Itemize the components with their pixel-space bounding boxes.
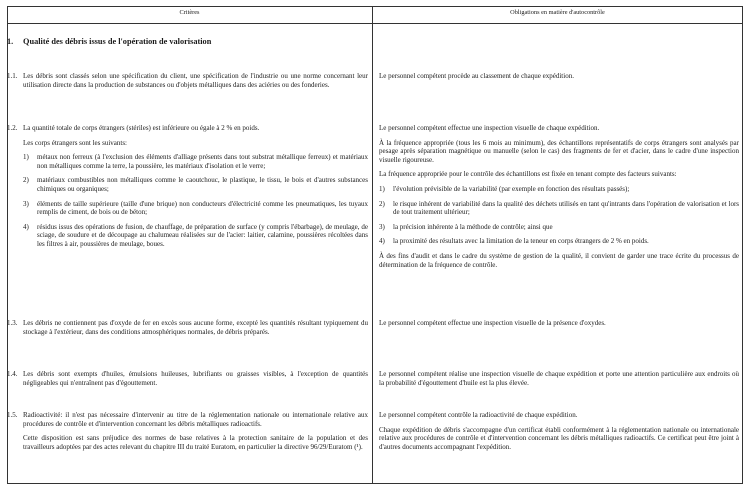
list-text: l'évolution prévisible de la variabilité (par exemple en fonction des résultats passés);: [393, 184, 630, 193]
criteria-text: Radioactivité: il n'est pas nécessaire d'intervenir au titre de la réglementation nationale ou internationale relative aux procédures de contrôle et d'intervention concernant les débris métalliques radioactifs.: [23, 411, 368, 428]
obligations-cell: [379, 411, 739, 457]
table-right-border: [742, 6, 743, 484]
section-title: Qualité des débris issus de l'opération de valorisation: [23, 37, 212, 46]
obligations-text: À des fins d'audit et dans le cadre du système de gestion de la qualité, il convient de garder une trace écrite du processus de détermination de la fréquence de contrôle.: [379, 251, 739, 269]
row-number: 1.5.: [7, 411, 18, 419]
table-bottom-border: [7, 483, 743, 484]
obligations-text: Le personnel compétent réalise une inspection visuelle de chaque expédition et porte une attention particulière aux endroits où la probabilité d'égouttement d'huile est la plus élevée.: [379, 370, 739, 387]
list-text: résidus issus des opérations de fusion, de chauffage, de préparation de surface (y compris l'ébarbage), de meulage, de sciage, de soudure et de découpage au chalumeau réalisées sur de l'acier: laitier, calamine, poussières récoltées dans les filtres à air, poussières de meulage, boues.: [37, 222, 368, 248]
obligations-text: Le personnel compétent effectue une inspection visuelle de la présence d'oxydes.: [379, 319, 606, 327]
column-header-criteria: Critères: [179, 9, 200, 16]
obligations-cell: [379, 319, 739, 334]
list-item: [23, 200, 368, 217]
list-number: 3): [379, 222, 385, 231]
criteria-cell: [23, 370, 368, 393]
row-number: 1.4.: [7, 370, 18, 378]
criteria-cell: [23, 72, 368, 95]
obligations-text: Le personnel compétent procède au classement de chaque expédition.: [379, 72, 574, 80]
table-top-border: [7, 6, 743, 7]
row-number: 1.1.: [7, 72, 18, 80]
criteria-text: Cette disposition est sans préjudice des normes de base relatives à la protection sanitaire de la population et des travailleurs adoptées par des actes relevant du chapitre III du traité Euratom, en particulier la directive 96/29/Euratom (¹).: [23, 434, 368, 451]
criteria-text: Les débris ne contiennent pas d'oxyde de fer en excès sous aucune forme, excepté les quantités résultant typiquement du stockage à l'extérieur, dans des conditions atmosphériques normales, de débris préparés.: [23, 319, 368, 336]
obligations-text: La fréquence appropriée pour le contrôle des échantillons est fixée en tenant compte des facteurs suivants:: [379, 170, 677, 179]
obligations-cell: [379, 124, 739, 275]
obligations-cell: [379, 72, 739, 87]
criteria-cell: [23, 124, 368, 255]
list-item: [23, 223, 368, 249]
column-header-obligations: Obligations en matière d'autocontrôle: [510, 9, 605, 16]
list-item: [23, 153, 368, 170]
list-number: 2): [23, 176, 29, 185]
section-number: 1.: [7, 37, 14, 46]
criteria-table: [7, 6, 743, 484]
list-text: éléments de taille supérieure (taille d'une brique) non conducteurs d'électricité comme les pneumatiques, les tuyaux remplis de ciment, de bois ou de béton;: [37, 199, 368, 217]
list-number: 2): [379, 199, 385, 208]
obligations-text: Le personnel compétent contrôle la radioactivité de chaque expédition.: [379, 411, 578, 419]
list-number: 1): [379, 184, 385, 193]
list-text: métaux non ferreux (à l'exclusion des éléments d'alliage présents dans tout substrat métallique ferreux) et matériaux non métalliques comme la terre, la poussière, les matériaux d'isolation et le verre;: [37, 153, 368, 170]
criteria-text: La quantité totale de corps étrangers (stériles) est inférieure ou égale à 2 % en poids.: [23, 124, 260, 132]
list-item: [379, 237, 739, 246]
obligations-text: Chaque expédition de débris s'accompagne d'un certificat établi conformément à la réglementation nationale ou internationale relative aux procédures de contrôle et d'intervention concernant les débris métalliques radioactifs. Ce certificat peut être joint à d'autres documents accompagnant l'expédition.: [379, 425, 739, 451]
row-number: 1.2.: [7, 124, 18, 132]
obligations-cell: [379, 370, 739, 393]
criteria-text: Les débris sont classés selon une spécification du client, une spécification de l'industrie ou une norme concernant leur utilisation directe dans la production de substances ou d'objets métalliques dans des aciéries ou des fonderies.: [23, 72, 368, 89]
obligations-text: Le personnel compétent effectue une inspection visuelle de chaque expédition.: [379, 124, 600, 132]
list-item: [379, 223, 739, 232]
criteria-text: Les corps étrangers sont les suivants:: [23, 138, 128, 147]
criteria-cell: [23, 319, 368, 342]
list-text: le risque inhérent de variabilité dans la qualité des déchets utilisés en tant qu'intrants dans l'opération de valorisation et lors de tout traitement ultérieur;: [393, 199, 739, 217]
list-number: 1): [23, 153, 29, 162]
criteria-cell: [23, 411, 368, 457]
row-number: 1.3.: [7, 319, 18, 327]
list-number: 3): [23, 199, 29, 208]
obligations-text: À la fréquence appropriée (tous les 6 mois au minimum), des échantillons représentatifs de corps étrangers sont analysés par pesage après séparation magnétique ou manuelle (selon le cas) des fragments de fer et d'acier, dans le cadre d'une inspection visuelle rigoureuse.: [379, 138, 739, 164]
criteria-text: Les débris sont exempts d'huiles, émulsions huileuses, lubrifiants ou graisses visibles, à l'exception de quantités négligeables qui n'entraînent pas d'égouttement.: [23, 370, 368, 387]
list-number: 4): [379, 237, 385, 246]
column-divider: [372, 6, 373, 484]
list-item: [379, 200, 739, 217]
list-text: matériaux combustibles non métalliques comme le caoutchouc, le plastique, le tissu, le bois et d'autres substances chimiques ou organiques;: [37, 176, 368, 193]
list-text: la précision inhérente à la méthode de contrôle; ainsi que: [393, 222, 553, 231]
list-item: [23, 176, 368, 193]
header-divider: [7, 23, 743, 24]
list-item: [379, 185, 739, 194]
list-text: la proximité des résultats avec la limitation de la teneur en corps étrangers de 2 % en poids.: [393, 237, 649, 246]
list-number: 4): [23, 222, 29, 231]
